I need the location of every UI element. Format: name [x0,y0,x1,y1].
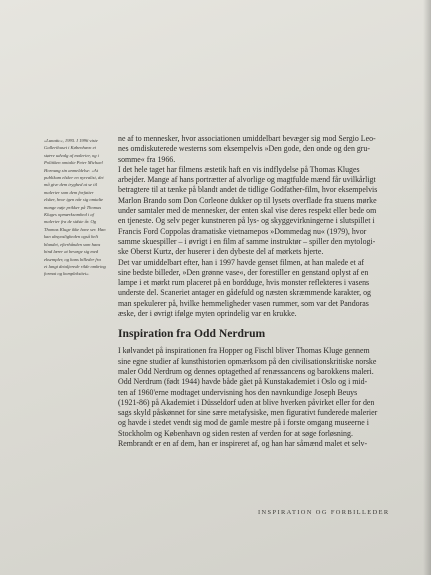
text-line: Marlon Brando som Don Corleone dukker op til lysets overflade fra stuens mørke [118,195,377,205]
sidenote-line: bind lærer at bevæge sig med [44,249,99,255]
text-line: man spekulerer på, hvilke hemmeligheder vasen rummer, som var det Pandoras [118,298,369,308]
text-line: underste del. Scaneriet antager en gådefuld og næsten skræmmende karakter, og [118,288,371,298]
paragraph [118,346,418,377]
text-line: (1921-86) på Akademiet i Düsseldorf uden at blive hverken påvirket eller for den [118,397,375,407]
running-footer: INSPIRATION OG FORBILLEDER [258,509,390,516]
caption-sidenote [44,137,116,278]
text-line: Stockholm og København og siden resten af verden for at søge forløsning. [118,428,353,438]
text-line: arbejder. Mange af hans portrætter af alvorlige og magtfulde mænd får uvilkårligt [118,175,376,185]
sidenote-line: kan ubsynsligheden også helt [44,234,98,240]
text-line: Francis Ford Coppolas dramatiske vietnamepos »Dommedag nu« (1979), hvor [118,226,367,236]
sidenote-line: mange nøje prikker på Thomas [44,204,102,210]
text-line: lampe i et mørkt rum placeret på en bordduge, hvis monster reflekteres i vasens [118,278,370,288]
paragraph [118,377,418,439]
text-line: samme skuespiller – i øvrigt i en film af samme instruktør – spiller den mytologi- [118,236,376,246]
sidenote-line: malerier fra de sidste år. Og [44,219,97,225]
sidenote-line: blandet, efterhånden som hans [44,241,101,247]
sidenote-line: Politiken omtalte Peter Michael [44,160,103,166]
body-text-section-1 [118,134,418,319]
paragraph [118,258,418,320]
sidenote-line: Kluges opmærksomhed i af [44,212,94,218]
text-line: I kølvandet på inspirationen fra Hopper og Fischl bliver Thomas Kluge gennem [118,346,370,356]
sidenote-line: elsker, hvor igen når sig omtalte [44,197,104,203]
sidenote-line: eksempler, og hans billeder fra [44,256,101,262]
sidenote-line: større udvalg af malerier, og i [44,152,99,158]
text-line: I det hele taget har filmens æstetik haft en vis indflydelse på Thomas Kluges [118,164,360,174]
text-line: betragtere til at tænke på blandt andet de tidlige Godfather-film, hvor eksempelvis [118,185,378,195]
body-text-section-2 [118,346,418,449]
text-line: sine bedste billeder, »Den grønne vase«, der forestiller en genstand oplyst af en [118,267,369,277]
text-line: nes omdiskuterede westerns som eksempelvis »Den gode, den onde og den gru- [118,144,371,154]
text-line: en tjeneste. Og selv peger kunstneren på lys- og skyggevirkningerne i slutspillet i [118,216,375,226]
text-line: Det var umiddelbart efter, han i 1997 havde genset filmen, at han malede et af [118,257,364,267]
sidenote-line: malerier som dem forfatter [44,189,94,195]
sidenote-line: Thomas Kluge ikke have ser. Han [44,226,106,232]
text-line: og havde i stedet vendt sig mod de gamle mestre på i forste omgang museerne i [118,418,369,428]
text-line: under samtaler med de mennesker, der enten skal vise deres respekt eller bede om [118,206,377,216]
sidenote-line: format og kompleksitet«. [44,271,90,277]
text-line: sine egne studier af kunsthistorien opmærksom på den civilisationskritiske norske [118,356,377,366]
sidenote-line: må give dem tryghed at se til [44,182,98,188]
paragraph [118,439,418,449]
sidenote-line: publikum elsker en nyrealist, det [44,175,104,181]
text-line: ske Oberst Kurtz, der huserer i den dybeste del af mørkets hjerte. [118,247,324,257]
text-line: somme« fra 1966. [118,154,176,164]
main-text-column [118,134,418,449]
text-line: ten af 1960'erne modtaget undervisning hos den navnkundige Joseph Beuys [118,387,358,397]
paragraph [118,134,418,165]
text-line: æske, der i øvrigt ifølge myten oprindelig var en krukke. [118,309,297,319]
text-line: maler Odd Nerdrum og dennes optagethed af renæssancens og barokkens maleri. [118,366,374,376]
section-heading: Inspiration fra Odd Nerdrum [118,327,266,341]
text-line: Rembrandt er en af dem, han er inspireret af, og han har såmænd malet et selv- [118,439,368,449]
sidenote-line: et langt detaljerede rilde omkring [44,263,106,269]
text-line: Odd Nerdrum (født 1944) havde både gået på Kunstakademiet i Oslo og i mid- [118,377,368,387]
sidenote-line: »Lunatic«, 1995. I 1996 viste [44,138,98,143]
sidenote-line: Hornung sin anmeldelse: »At [44,167,98,173]
sidenote-line: Gallerihuset i København et [44,145,96,151]
page-spine-shadow [423,0,431,575]
paragraph [118,165,418,258]
text-line: ne af to mennesker, hvor associationen umiddelbart bevæger sig mod Sergio Leo- [118,134,376,143]
text-line: sags skyld påskønnet for sine sære metafysiske, men figurativt funderede malerier [118,408,378,418]
